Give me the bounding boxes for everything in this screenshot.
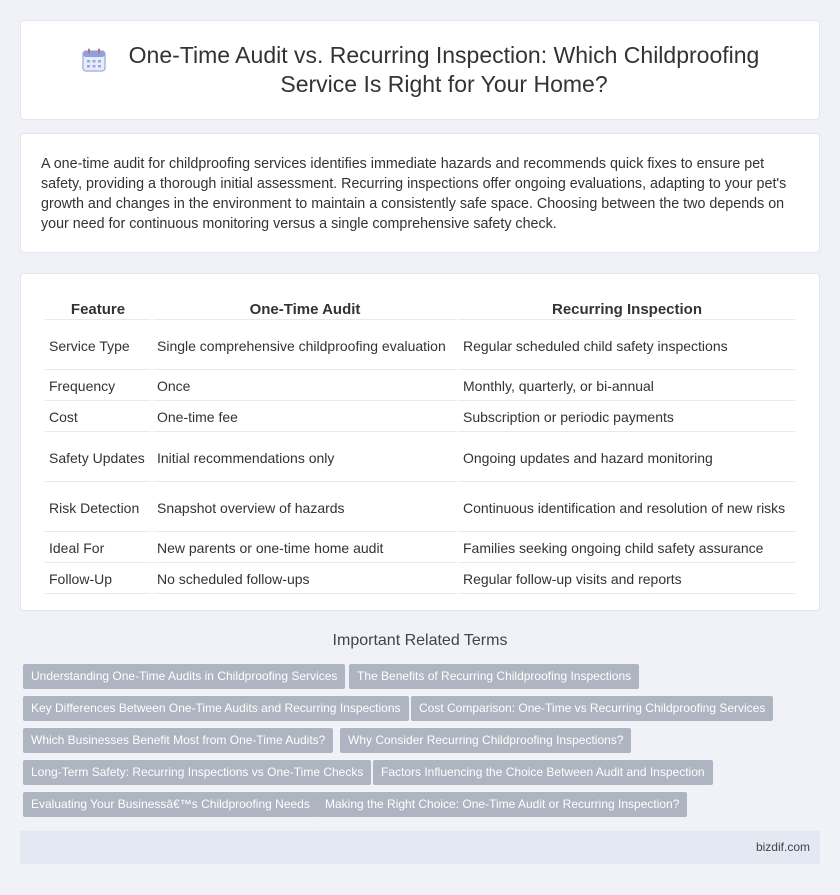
table-header-row [45, 296, 795, 320]
header-feature: Feature [45, 296, 151, 320]
row-one-time: New parents or one-time home audit [153, 534, 457, 563]
page-title [129, 41, 760, 99]
title-line-2: Service Is Right for Your Home? [280, 71, 608, 97]
table-row [45, 484, 795, 532]
comparison-table-card [20, 273, 820, 611]
row-recurring: Monthly, quarterly, or bi-annual [459, 372, 795, 401]
header-card [20, 20, 820, 120]
row-one-time: One-time fee [153, 403, 457, 432]
related-terms-title: Important Related Terms [332, 632, 508, 649]
row-recurring: Subscription or periodic payments [459, 403, 795, 432]
intro-card [20, 133, 820, 253]
row-feature: Cost [45, 403, 151, 432]
table-row [45, 403, 795, 432]
row-recurring: Regular follow-up visits and reports [459, 565, 795, 594]
row-one-time: Snapshot overview of hazards [153, 484, 457, 532]
related-term-link[interactable]: Which Businesses Benefit Most from One-Time Audits? [23, 728, 333, 753]
header-one-time-audit: One-Time Audit [153, 296, 457, 320]
comparison-table [43, 294, 797, 596]
title-line-1: One-Time Audit vs. Recurring Inspection: Which Childproofing [128, 42, 760, 68]
footer-site-link[interactable]: bizdif.com [755, 840, 810, 854]
row-one-time: Single comprehensive childproofing evaluation [153, 322, 457, 370]
related-term-link[interactable]: Evaluating Your Businessâ€™s Childproofing Needs [23, 792, 318, 817]
row-feature: Ideal For [45, 534, 151, 563]
table-row [45, 322, 795, 370]
row-recurring: Families seeking ongoing child safety assurance [459, 534, 795, 563]
row-feature: Follow-Up [45, 565, 151, 594]
row-feature: Frequency [45, 372, 151, 401]
row-feature: Service Type [45, 322, 151, 370]
calendar-icon [81, 47, 107, 73]
related-term-link[interactable]: Understanding One-Time Audits in Childproofing Services [23, 664, 345, 689]
related-term-link[interactable]: Making the Right Choice: One-Time Audit or Recurring Inspection? [317, 792, 687, 817]
row-one-time: No scheduled follow-ups [153, 565, 457, 594]
header-recurring-inspection: Recurring Inspection [459, 296, 795, 320]
related-term-link[interactable]: The Benefits of Recurring Childproofing Inspections [349, 664, 639, 689]
row-one-time: Initial recommendations only [153, 434, 457, 482]
table-row [45, 565, 795, 594]
row-feature: Safety Updates [45, 434, 151, 482]
row-feature: Risk Detection [45, 484, 151, 532]
row-recurring: Regular scheduled child safety inspections [459, 322, 795, 370]
table-row [45, 372, 795, 401]
related-term-link[interactable]: Factors Influencing the Choice Between Audit and Inspection [373, 760, 713, 785]
row-recurring: Continuous identification and resolution of new risks [459, 484, 795, 532]
footer [20, 831, 820, 864]
row-one-time: Once [153, 372, 457, 401]
related-term-link[interactable]: Cost Comparison: One-Time vs Recurring Childproofing Services [411, 696, 773, 721]
related-term-link[interactable]: Why Consider Recurring Childproofing Inspections? [340, 728, 631, 753]
intro-text: A one-time audit for childproofing services identifies immediate hazards and recommends quick fixes to ensure pet safety, providing a thorough initial assessment. Recurring inspections offer ongoing evaluations, adapting to your pet's growth and changes in the environment to maintain a consistently safe space. Choosing between the two depends on your need for continuous monitoring versus a single comprehensive safety check. [41, 156, 787, 232]
table-row [45, 534, 795, 563]
related-term-link[interactable]: Key Differences Between One-Time Audits and Recurring Inspections [23, 696, 409, 721]
table-row [45, 434, 795, 482]
row-recurring: Ongoing updates and hazard monitoring [459, 434, 795, 482]
related-term-link[interactable]: Long-Term Safety: Recurring Inspections vs One-Time Checks [23, 760, 371, 785]
